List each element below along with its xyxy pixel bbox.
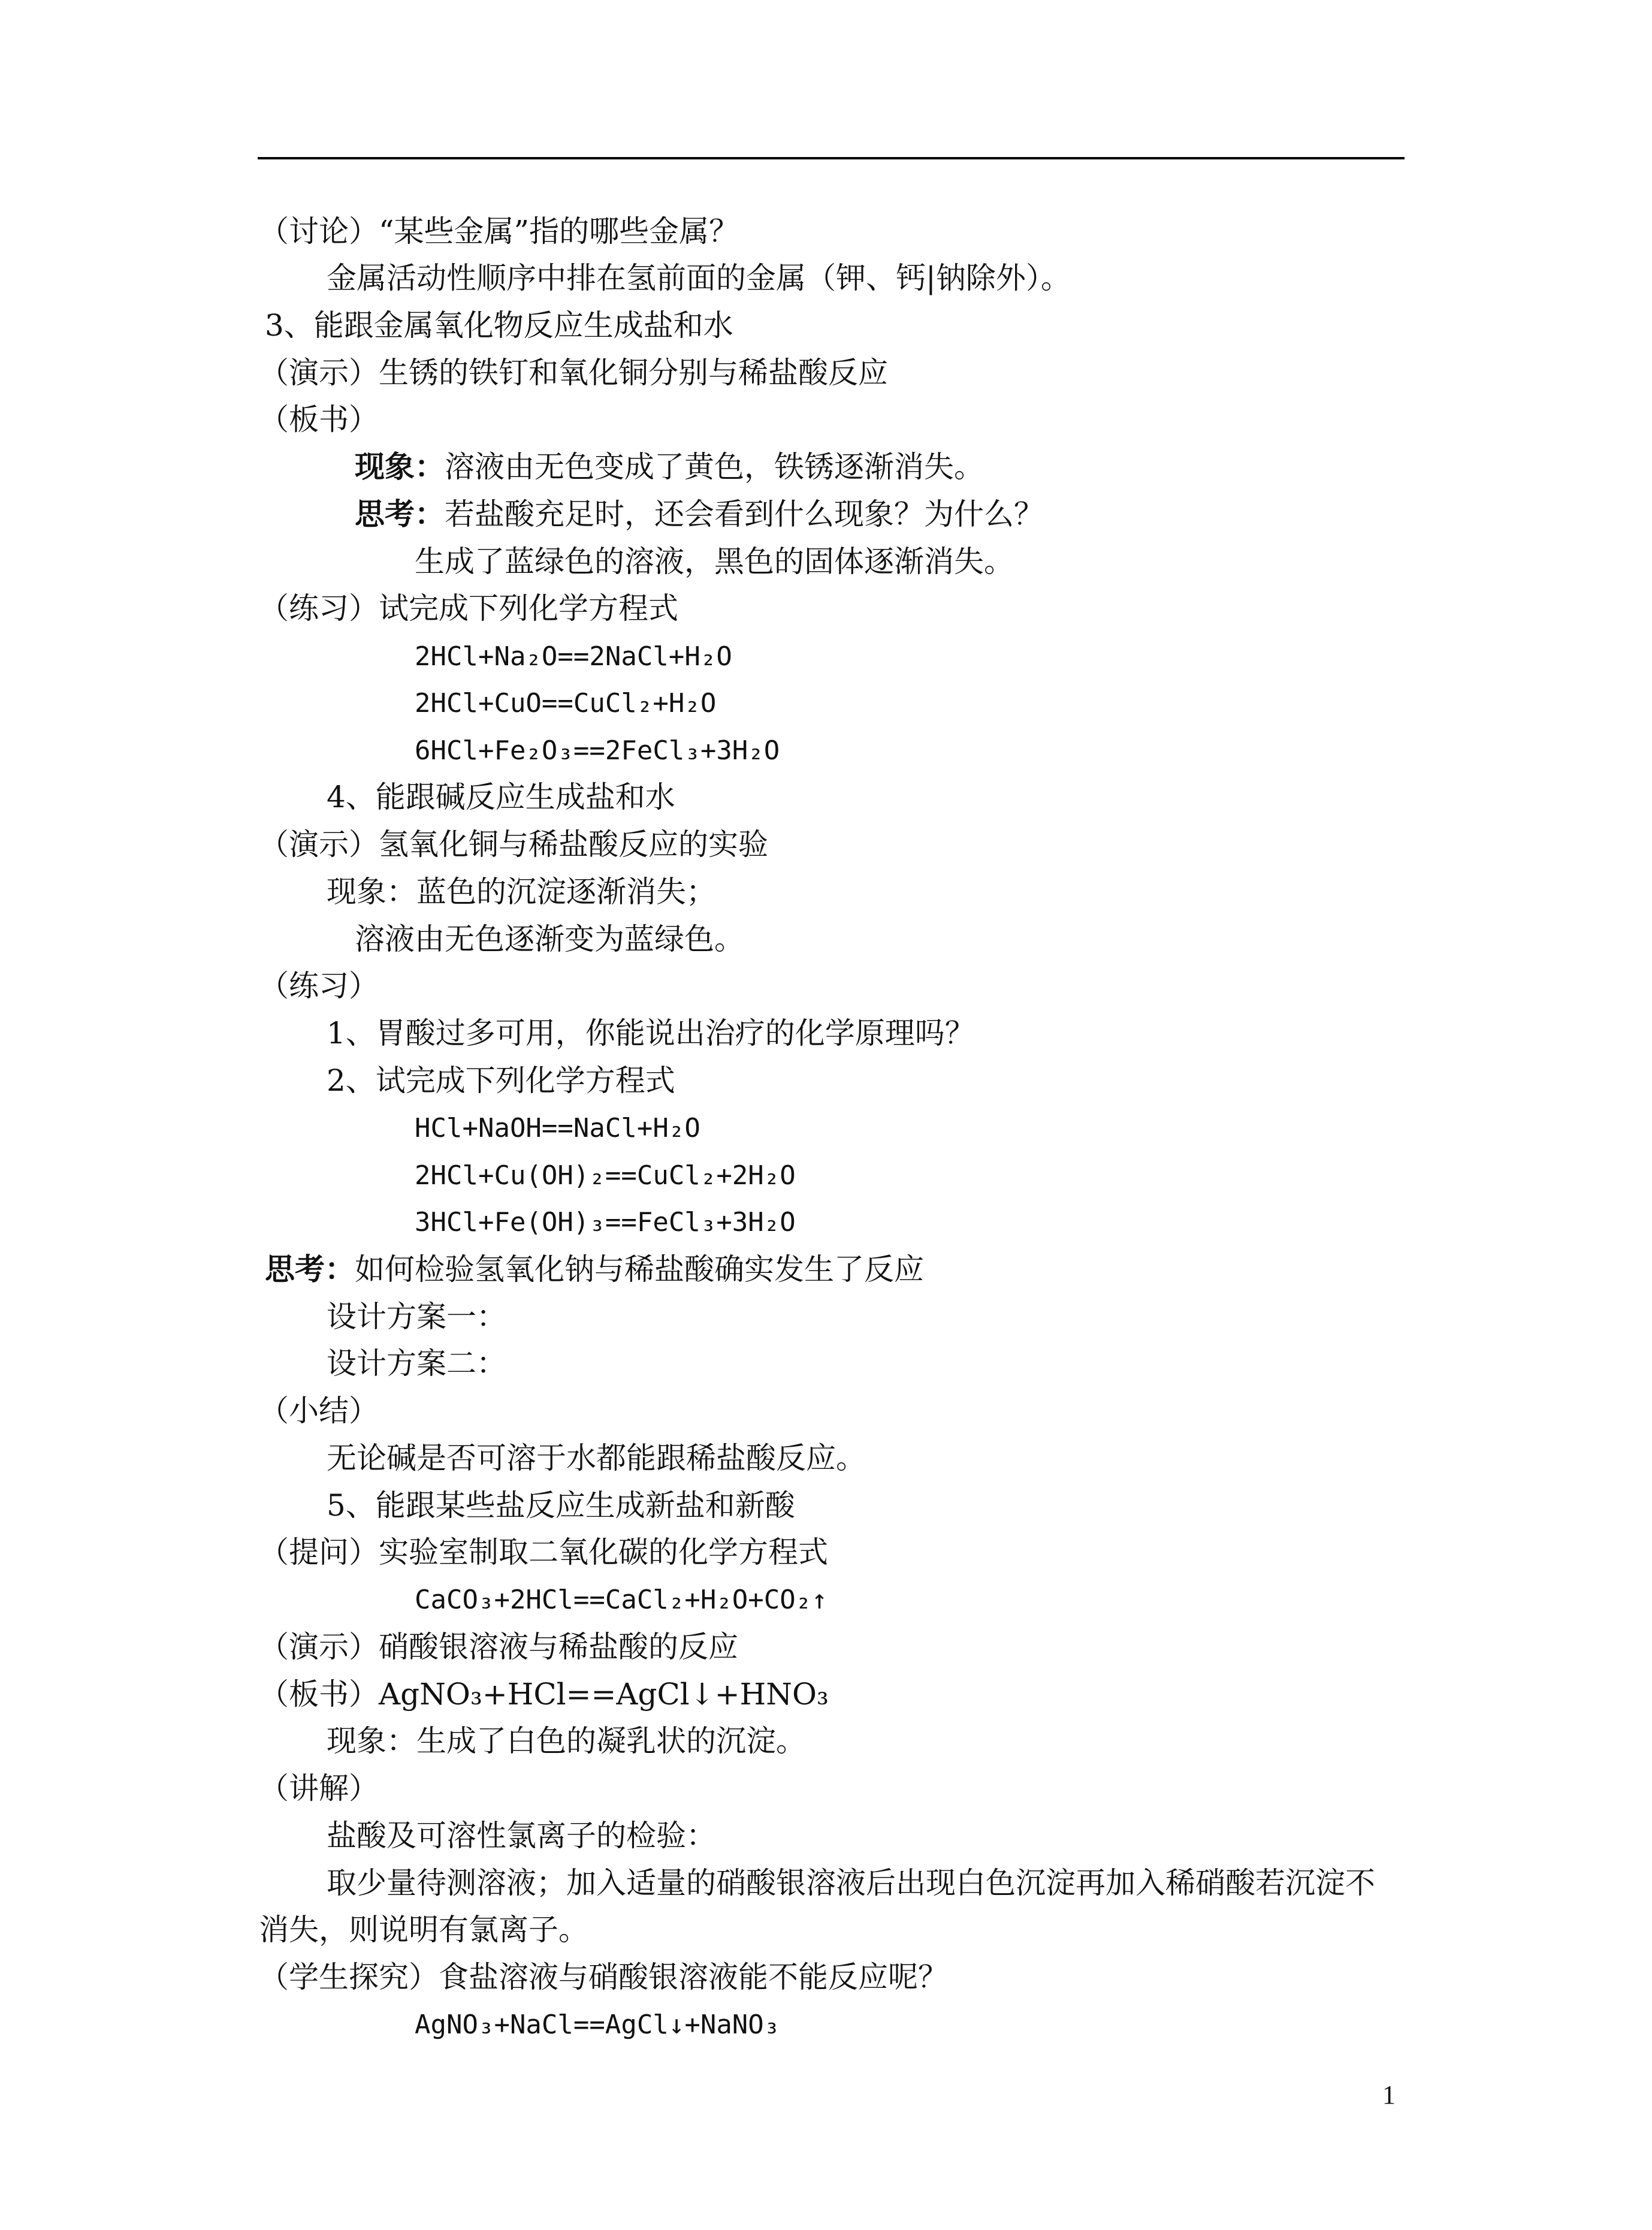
text-line: 金属活动性顺序中排在氢前面的金属（钾、钙|钠除外）。 [327, 261, 1071, 295]
text-line: （学生探究）食盐溶液与硝酸银溶液能不能反应呢？ [259, 1960, 948, 1994]
text-line: 消失，则说明有氯离子。 [259, 1912, 588, 1947]
section-heading: 4、能跟碱反应生成盐和水 [327, 780, 675, 814]
header-rule [258, 157, 1405, 159]
text-line: 现象：溶液由无色变成了黄色，铁锈逐渐消失。 [355, 449, 984, 484]
text-line: （演示）生锈的铁钉和氧化铜分别与稀盐酸反应 [259, 355, 888, 390]
text-line: 生成了蓝绿色的溶液，黑色的固体逐渐消失。 [415, 544, 1014, 579]
equation: 6HCl+Fe₂O₃==2FeCl₃+3H₂O [415, 735, 780, 766]
equation: CaCO₃+2HCl==CaCl₂+H₂O+CO₂↑ [415, 1585, 827, 1615]
equation: AgNO₃+NaCl==AgCl↓+NaNO₃ [415, 2009, 780, 2040]
text-line: 无论碱是否可溶于水都能跟稀盐酸反应。 [327, 1441, 866, 1475]
text-line: （演示）氢氧化铜与稀盐酸反应的实验 [259, 827, 768, 862]
equation: 2HCl+Na₂O==2NaCl+H₂O [415, 641, 732, 672]
text-line: （讲解） [259, 1771, 379, 1806]
text-line: （板书） [259, 402, 379, 437]
text-line: 设计方案二： [327, 1346, 506, 1381]
text-line: 溶液由无色逐渐变为蓝绿色。 [355, 922, 744, 956]
text-line: （提问）实验室制取二氧化碳的化学方程式 [259, 1535, 828, 1570]
text-line: 思考：如何检验氢氧化钠与稀盐酸确实发生了反应 [265, 1251, 924, 1287]
text-line: 2、试完成下列化学方程式 [327, 1063, 675, 1098]
text-line: 1、胃酸过多可用，你能说出治疗的化学原理吗？ [327, 1016, 975, 1051]
equation: 2HCl+CuO==CuCl₂+H₂O [415, 688, 717, 719]
text-line: 思考：若盐酸充足时，还会看到什么现象？为什么？ [355, 496, 1044, 532]
text-line: 设计方案一： [327, 1299, 506, 1334]
text-line: （板书）AgNO₃+HCl==AgCl↓+HNO₃ [259, 1677, 829, 1712]
page-number: 1 [1382, 2080, 1396, 2110]
text-line: （讨论）“某些金属”指的哪些金属？ [259, 214, 739, 249]
text-line: 现象：生成了白色的凝乳状的沉淀。 [327, 1724, 806, 1758]
equation: HCl+NaOH==NaCl+H₂O [415, 1113, 700, 1143]
text-line: 现象：蓝色的沉淀逐渐消失； [327, 874, 716, 909]
text-line: 盐酸及可溶性氯离子的检验： [327, 1818, 716, 1853]
text-line: （练习） [259, 968, 379, 1003]
text-line: （演示）硝酸银溶液与稀盐酸的反应 [259, 1630, 738, 1664]
text-line: （练习）试完成下列化学方程式 [259, 591, 678, 626]
text-line: 取少量待测溶液；加入适量的硝酸银溶液后出现白色沉淀再加入稀硝酸若沉淀不 [327, 1866, 1375, 1900]
text-line: （小结） [259, 1393, 379, 1428]
equation: 2HCl+Cu(OH)₂==CuCl₂+2H₂O [415, 1160, 796, 1191]
section-heading: 5、能跟某些盐反应生成新盐和新酸 [327, 1488, 795, 1523]
section-heading: 3、能跟金属氧化物反应生成盐和水 [265, 308, 733, 343]
equation: 3HCl+Fe(OH)₃==FeCl₃+3H₂O [415, 1207, 796, 1238]
